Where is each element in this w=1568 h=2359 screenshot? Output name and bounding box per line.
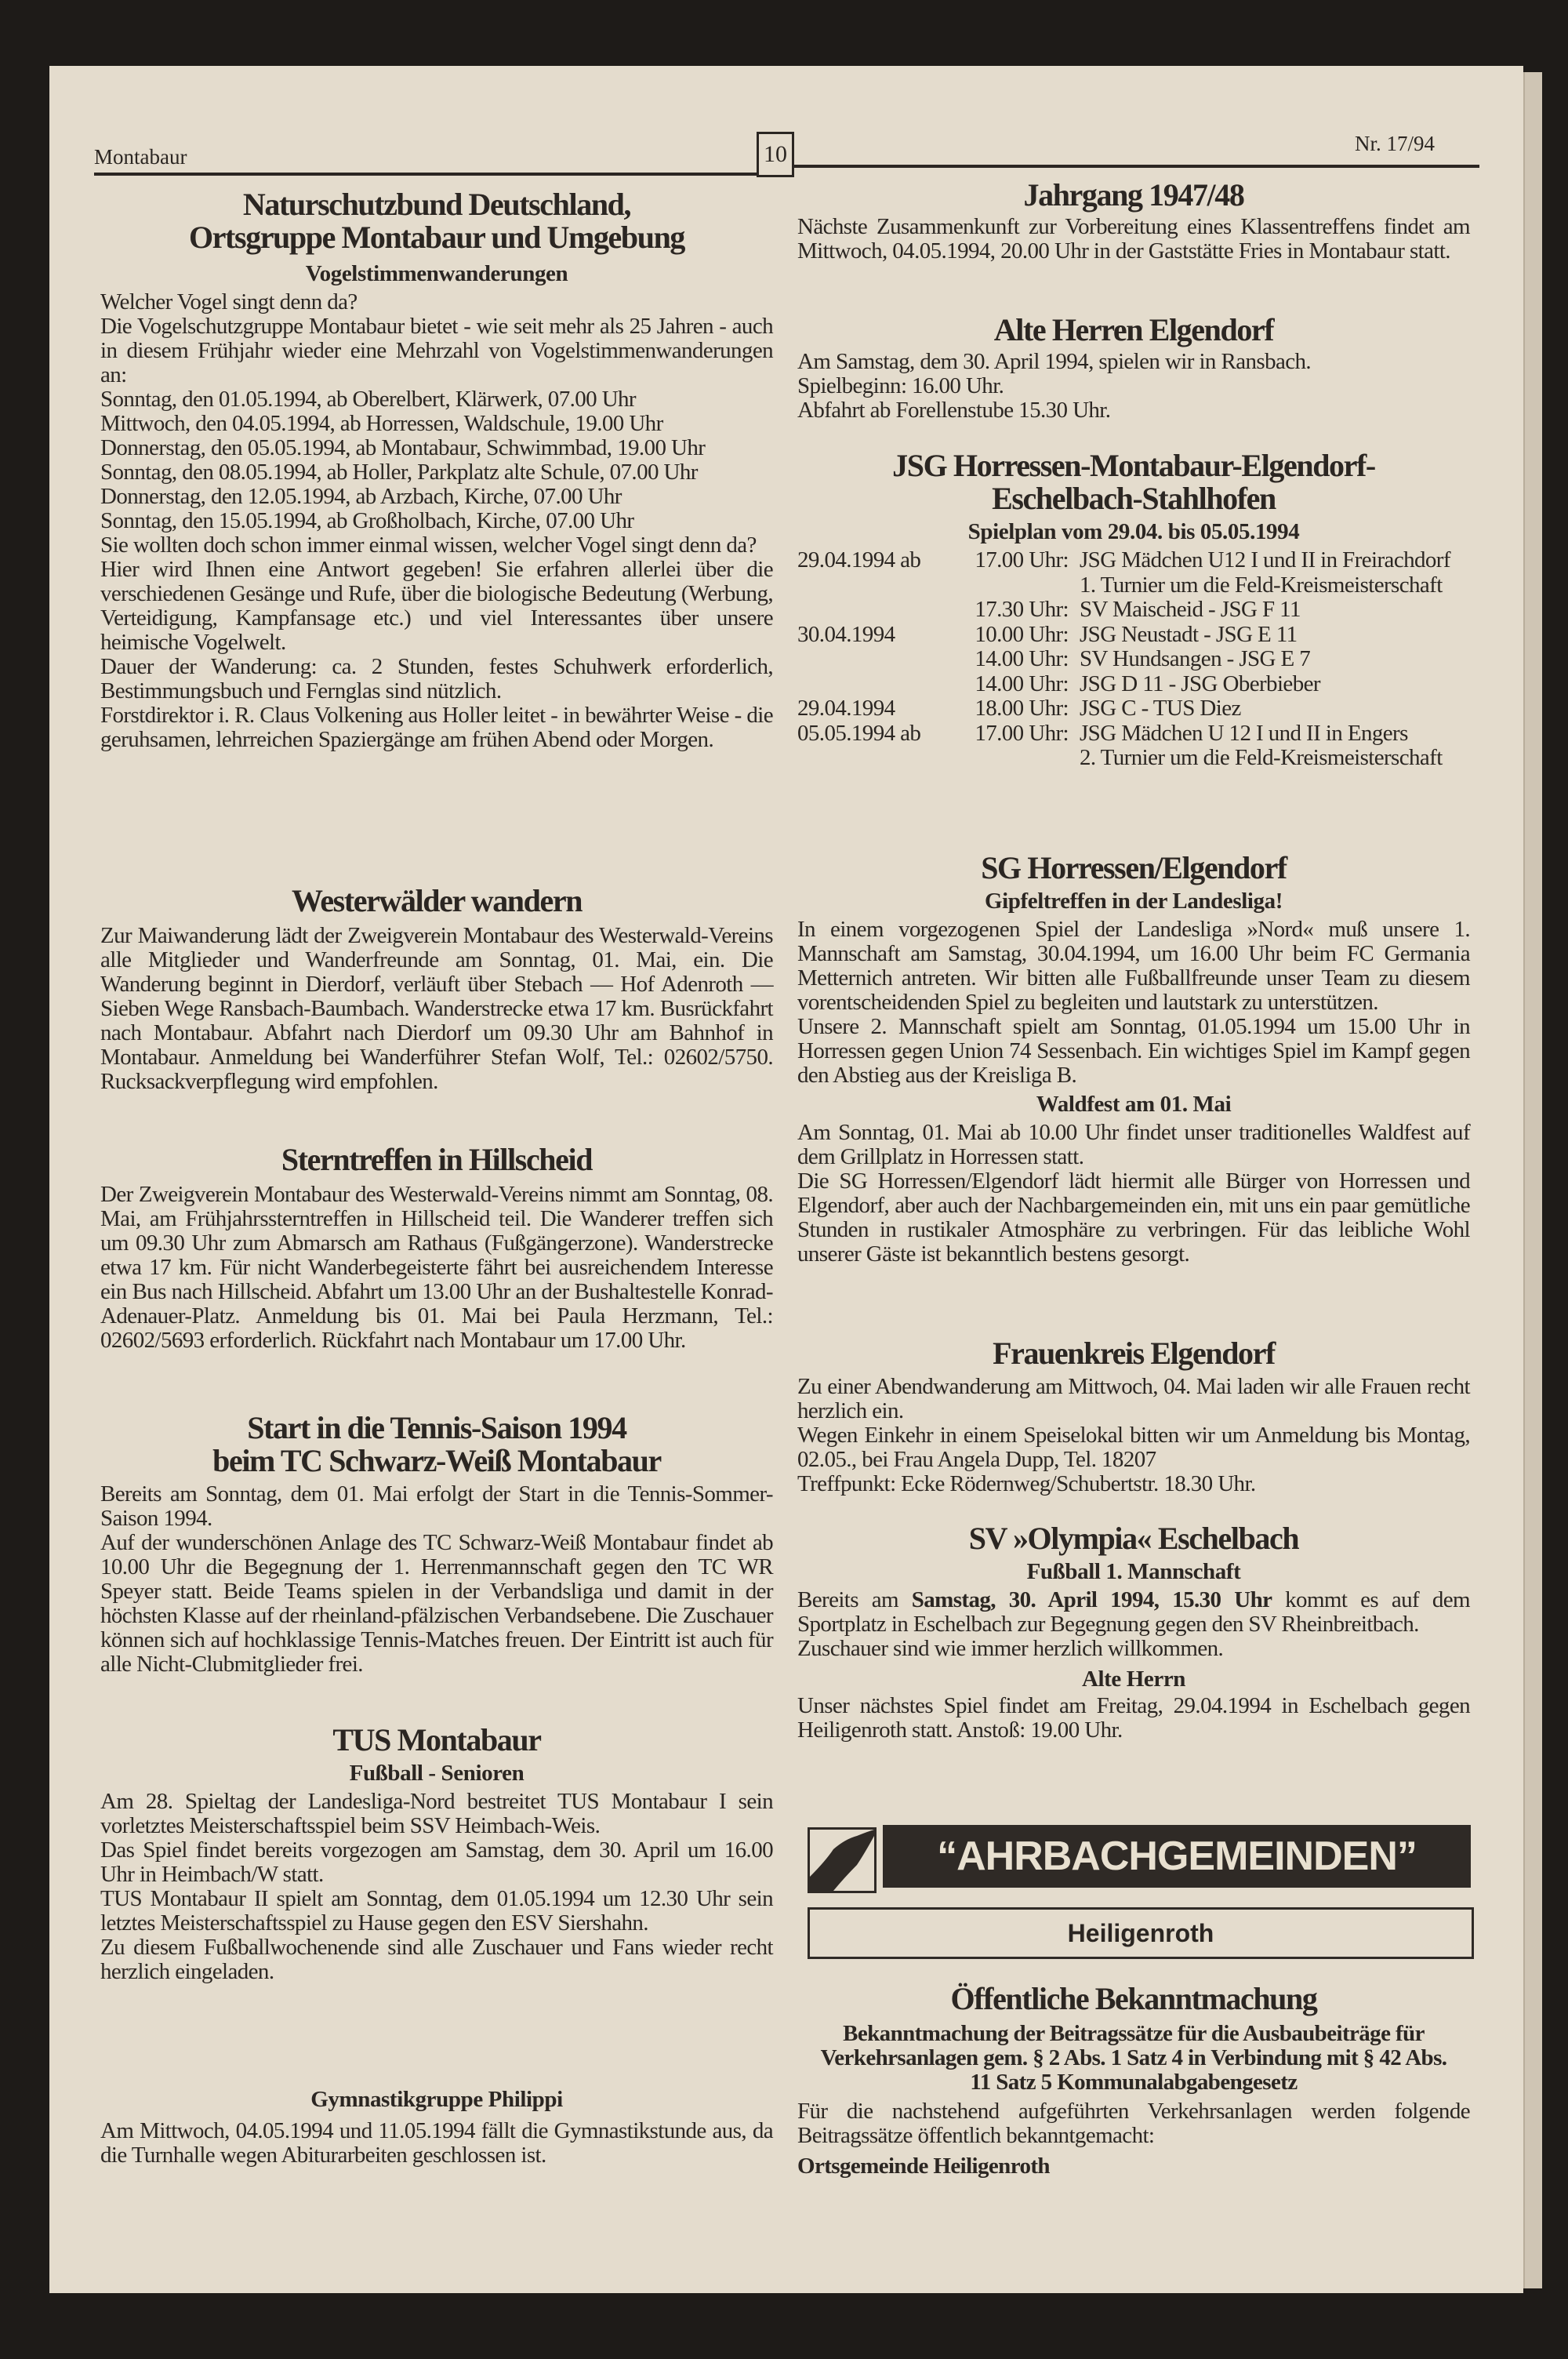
paragraph: Hier wird Ihnen eine Antwort gegeben! Sie erfahren allerlei über die verschiedenen Gesänge und Rufe, über die biologische Bedeutung (Werbung, Verteidigung, Kampfansage etc.) und viel Interessantes über unsere heimische Vogelwelt.	[100, 557, 773, 655]
paragraph: Das Spiel findet bereits vorgezogen am Samstag, dem 30. April um 16.00 Uhr in Heimbach/W statt.	[100, 1837, 773, 1887]
headline: beim TC Schwarz-Weiß Montabaur	[212, 1443, 661, 1478]
schedule-date	[797, 598, 931, 623]
lead-paragraph: Bekanntmachung der Beitragssätze für die Ausbaubeiträge für Verkehrsanlagen gem. § 2 Abs. 1 Satz 4 in Verbindung mit § 42 Abs. 11 Satz 5 Kommunalabgabengesetz	[820, 2021, 1447, 2095]
headline: Ortsgruppe Montabaur und Umgebung	[188, 220, 685, 255]
paragraph: Zu einer Abendwanderung am Mittwoch, 04. Mai laden wir alle Frauen recht herzlich ein.	[797, 1374, 1470, 1423]
schedule-date	[797, 746, 931, 771]
article-tus-montabaur	[100, 1724, 773, 1984]
bold-text: Samstag, 30. April 1994, 15.30 Uhr	[911, 1587, 1272, 1612]
subheadline: Gymnastikgruppe Philippi	[310, 2087, 563, 2112]
headline: SG Horressen/Elgendorf	[981, 850, 1287, 885]
article-jsg	[797, 449, 1470, 771]
paragraph: Zu diesem Fußballwochenende sind alle Zuschauer und Fans wieder recht herzlich eingeladen.	[100, 1935, 773, 1984]
schedule-match: 2. Turnier um die Feld-Kreismeisterschaft	[1080, 745, 1443, 770]
schedule-date: 29.04.1994 ab	[797, 547, 921, 572]
article-westerwaelder-wandern	[100, 885, 773, 1094]
article-bekanntmachung	[797, 1983, 1470, 2179]
schedule-date: 29.04.1994	[797, 696, 895, 721]
paragraph: Dauer der Wanderung: ca. 2 Stunden, festes Schuhwerk erforderlich, Bestimmungsbuch und Fernglas sind nützlich.	[100, 654, 773, 703]
headline: Naturschutzbund Deutschland,	[242, 187, 631, 222]
schedule-item: Donnerstag, den 12.05.1994, ab Arzbach, Kirche, 07.00 Uhr	[100, 484, 622, 509]
article-sg-horressen	[797, 852, 1470, 1267]
schedule-match: JSG D 11 - JSG Oberbieber	[1080, 671, 1320, 696]
paragraph: Treffpunkt: Ecke Rödernweg/Schubertstr. 18.30 Uhr.	[797, 1471, 1256, 1496]
header-issue: Nr. 17/94	[1355, 132, 1436, 155]
paragraph: Spielbeginn: 16.00 Uhr.	[797, 373, 1004, 398]
headline: Sterntreffen in Hillscheid	[281, 1142, 593, 1177]
schedule-time	[931, 573, 1080, 598]
headline: Eschelbach-Stahlhofen	[992, 481, 1276, 516]
schedule-match: SV Hundsangen - JSG E 7	[1080, 646, 1311, 671]
article-sterntreffen	[100, 1143, 773, 1353]
schedule-item: Mittwoch, den 04.05.1994, ab Horressen, Waldschule, 19.00 Uhr	[100, 411, 663, 436]
heiligenroth-box: Heiligenroth	[808, 1907, 1474, 1959]
schedule-time: 17.00 Uhr:	[975, 720, 1069, 746]
paragraph: Am Samstag, dem 30. April 1994, spielen wir in Ransbach.	[797, 349, 1312, 374]
schedule-time: 18.00 Uhr:	[975, 696, 1069, 721]
schedule-time: 17.30 Uhr:	[975, 597, 1069, 622]
paragraph	[797, 1588, 1470, 1637]
article-sv-olympia	[797, 1522, 1470, 1743]
paragraph: Nächste Zusammenkunft zur Vorbereitung eines Klassentreffens findet am Mittwoch, 04.05.1994, 20.00 Uhr in der Gaststätte Fries in Montabaur statt.	[797, 214, 1470, 264]
paragraph: In einem vorgezogenen Spiel der Landesliga »Nord« muß unsere 1. Mannschaft am Samstag, 30.04.1994, um 16.00 Uhr beim FC Germania Metternich antreten. Wir bitten alle Fußballfreunde unser Team zu diesem vorentscheidenden Spiel zu begleiten und lautstark zu unterstützen.	[797, 917, 1470, 1015]
article-alte-herren-elgendorf	[797, 314, 1470, 423]
schedule-match: JSG Mädchen U 12 I und II in Engers	[1080, 720, 1408, 746]
subheadline: Fußball - Senioren	[349, 1761, 524, 1786]
header-rule-left	[94, 173, 757, 176]
paragraph: Unser nächstes Spiel findet am Freitag, 29.04.1994 in Eschelbach gegen Heiligenroth statt. Anstoß: 19.00 Uhr.	[797, 1693, 1470, 1743]
page-stack-edge	[1523, 72, 1542, 2288]
schedule-time: 17.00 Uhr:	[975, 547, 1069, 572]
subheadline: Gipfeltreffen in der Landesliga!	[984, 889, 1283, 914]
schedule-match: 1. Turnier um die Feld-Kreismeisterschaft	[1080, 572, 1443, 598]
schedule-date	[797, 647, 931, 672]
schedule-item: Sonntag, den 01.05.1994, ab Oberelbert, Klärwerk, 07.00 Uhr	[100, 387, 636, 412]
schedule-date: 05.05.1994 ab	[797, 720, 921, 746]
schedule-match: JSG C - TUS Diez	[1080, 696, 1241, 721]
paragraph: Am Sonntag, 01. Mai ab 10.00 Uhr findet unser traditionelles Waldfest auf dem Grillplatz in Horressen statt.	[797, 1120, 1470, 1169]
text: Bereits am	[797, 1587, 912, 1612]
headline: Start in die Tennis-Saison 1994	[247, 1410, 626, 1445]
paragraph: Bereits am Sonntag, dem 01. Mai erfolgt der Start in die Tennis-Sommer-Saison 1994.	[100, 1481, 773, 1531]
paragraph: Unsere 2. Mannschaft spielt am Sonntag, 01.05.1994 um 15.00 Uhr in Horressen gegen Union 74 Sessenbach. Ein wichtiges Spiel im Kampf gegen den Abstieg aus der Kreisliga B.	[797, 1014, 1470, 1088]
schedule-date: 30.04.1994	[797, 621, 895, 647]
schedule-match: JSG Mädchen U12 I und II in Freirachdorf	[1080, 547, 1450, 572]
article-frauenkreis	[797, 1337, 1470, 1496]
headline: Jahrgang 1947/48	[1023, 177, 1244, 213]
schedule-item: Donnerstag, den 05.05.1994, ab Montabaur, Schwimmbad, 19.00 Uhr	[100, 435, 706, 460]
signature-line: Ortsgemeinde Heiligenroth	[797, 2154, 1050, 2179]
paragraph: TUS Montabaur II spielt am Sonntag, dem 01.05.1994 um 12.30 Uhr sein letztes Meisterschaftsspiel zu Hause gegen den ESV Siershahn.	[100, 1886, 773, 1936]
schedule-date	[797, 672, 931, 697]
header-rule-right	[793, 165, 1479, 168]
paragraph: Zuschauer sind wie immer herzlich willkommen.	[797, 1636, 1224, 1661]
schedule-time: 14.00 Uhr:	[975, 671, 1069, 696]
schedule-time	[931, 746, 1080, 771]
paragraph: Welcher Vogel singt denn da?	[100, 289, 358, 314]
paragraph: Auf der wunderschönen Anlage des TC Schwarz-Weiß Montabaur findet ab 10.00 Uhr die Begegnung der 1. Herrenmannschaft gegen den TC WR Speyer statt. Beide Teams spielen in der Verbandsliga und damit in der höchsten Klasse auf der rheinland-pfälzischen Verbandsebene. Die Zuschauer können sich auf hochklassige Tennis-Matches freuen. Der Eintritt ist auch für alle Nicht-Clubmitglieder frei.	[100, 1530, 773, 1677]
paragraph: Forstdirektor i. R. Claus Volkening aus Holler leitet - in bewährter Weise - die geruhsamen, lehrreichen Spaziergänge am frühen Abend oder Morgen.	[100, 703, 773, 752]
article-gymnastik	[100, 2086, 773, 2168]
paragraph: Am 28. Spieltag der Landesliga-Nord bestreitet TUS Montabaur I sein vorletztes Meisterschaftsspiel beim SSV Heimbach-Weis.	[100, 1789, 773, 1838]
schedule-table	[797, 548, 1470, 771]
subheadline: Alte Herrn	[1081, 1667, 1186, 1692]
headline: Westerwälder wandern	[291, 883, 583, 918]
paragraph: Die SG Horressen/Elgendorf lädt hiermit alle Bürger von Horressen und Elgendorf, aber auch der Nachbargemeinden ein, mit uns ein paar gemütliche Stunden in rustikaler Atmosphäre zu verbringen. Für das leibliche Wohl unserer Gäste ist bekanntlich bestens gesorgt.	[797, 1169, 1470, 1267]
paragraph: Wegen Einkehr in einem Speiselokal bitten wir um Anmeldung bis Montag, 02.05., bei Frau Angela Dupp, Tel. 18207	[797, 1423, 1470, 1472]
paragraph: Zur Maiwanderung lädt der Zweigverein Montabaur des Westerwald-Vereins alle Mitglieder und Wanderfreunde am Sonntag, 01. Mai, ein. Die Wanderung beginnt in Dierdorf, verläuft über Stebach — Hof Adenroth — Sieben Wege Ransbach-Baumbach. Wanderstrecke etwa 17 km. Busrückfahrt nach Montabaur. Abfahrt nach Dierdorf um 09.30 Uhr am Bahnhof in Montabaur. Anmeldung bei Wanderführer Stefan Wolf, Tel.: 02602/5750. Rucksackverpflegung wird empfohlen.	[100, 923, 773, 1094]
headline: Frauenkreis Elgendorf	[993, 1336, 1275, 1371]
headline: JSG Horressen-Montabaur-Elgendorf-	[892, 448, 1375, 483]
paragraph: Der Zweigverein Montabaur des Westerwald-Vereins nimmt am Sonntag, 08. Mai, am Frühjahrssterntreffen in Hillscheid teil. Die Wanderer treffen sich um 09.30 Uhr zum Abmarsch am Rathaus (Fußgängerzone). Wanderstrecke etwa 17 km. Für nicht Wanderbegeisterte fährt bei ausreichendem Interesse ein Bus nach Hillscheid. Abfahrt um 13.00 Uhr an der Bushaltestelle Konrad-Adenauer-Platz. Anmeldung bis 01. Mai bei Paula Herzmann, Tel.: 02602/5693 erforderlich. Rückfahrt nach Montabaur um 17.00 Uhr.	[100, 1182, 773, 1353]
headline: Alte Herren Elgendorf	[993, 312, 1274, 347]
paragraph: Abfahrt ab Forellenstube 15.30 Uhr.	[797, 398, 1111, 423]
subheadline: Fußball 1. Mannschaft	[1026, 1559, 1241, 1584]
text: kommt es auf dem Sportplatz in Eschelbach zur Begegnung gegen den SV Rheinbreitbach.	[797, 1587, 1470, 1637]
subheadline: Vogelstimmenwanderungen	[305, 261, 568, 286]
schedule-item: Sonntag, den 08.05.1994, ab Holler, Parkplatz alte Schule, 07.00 Uhr	[100, 460, 698, 485]
subheadline: Waldfest am 01. Mai	[1036, 1092, 1232, 1117]
headline: Öffentliche Bekanntmachung	[950, 1981, 1317, 2016]
article-jahrgang	[797, 179, 1470, 264]
headline: SV »Olympia« Eschelbach	[968, 1521, 1299, 1556]
schedule-date	[797, 573, 931, 598]
schedule-match: SV Maischeid - JSG F 11	[1080, 597, 1301, 622]
paragraph: Am Mittwoch, 04.05.1994 und 11.05.1994 fällt die Gymnastikstunde aus, da die Turnhalle wegen Abiturarbeiten geschlossen ist.	[100, 2118, 773, 2168]
schedule-time: 10.00 Uhr:	[975, 621, 1069, 647]
headline: TUS Montabaur	[332, 1722, 541, 1757]
schedule-time: 14.00 Uhr:	[975, 646, 1069, 671]
article-naturschutzbund	[100, 188, 773, 752]
schedule-match: JSG Neustadt - JSG E 11	[1080, 621, 1298, 647]
header-place: Montabaur	[94, 145, 187, 169]
ahrbach-logo-icon	[808, 1827, 877, 1893]
ahrbachgemeinden-banner: “AHRBACHGEMEINDEN”	[883, 1825, 1471, 1888]
page-number: 10	[757, 132, 794, 177]
paragraph: Für die nachstehend aufgeführten Verkehrsanlagen werden folgende Beitragssätze öffentlich bekanntgemacht:	[797, 2099, 1470, 2148]
paragraph: Die Vogelschutzgruppe Montabaur bietet - wie seit mehr als 25 Jahren - auch in diesem Frühjahr wieder eine Mehrzahl von Vogelstimmenwanderungen an:	[100, 314, 773, 387]
schedule-item: Sonntag, den 15.05.1994, ab Großholbach, Kirche, 07.00 Uhr	[100, 508, 634, 533]
paragraph: Sie wollten doch schon immer einmal wissen, welcher Vogel singt denn da?	[100, 533, 757, 558]
subheadline: Spielplan vom 29.04. bis 05.05.1994	[967, 519, 1300, 544]
article-tennis	[100, 1412, 773, 1677]
